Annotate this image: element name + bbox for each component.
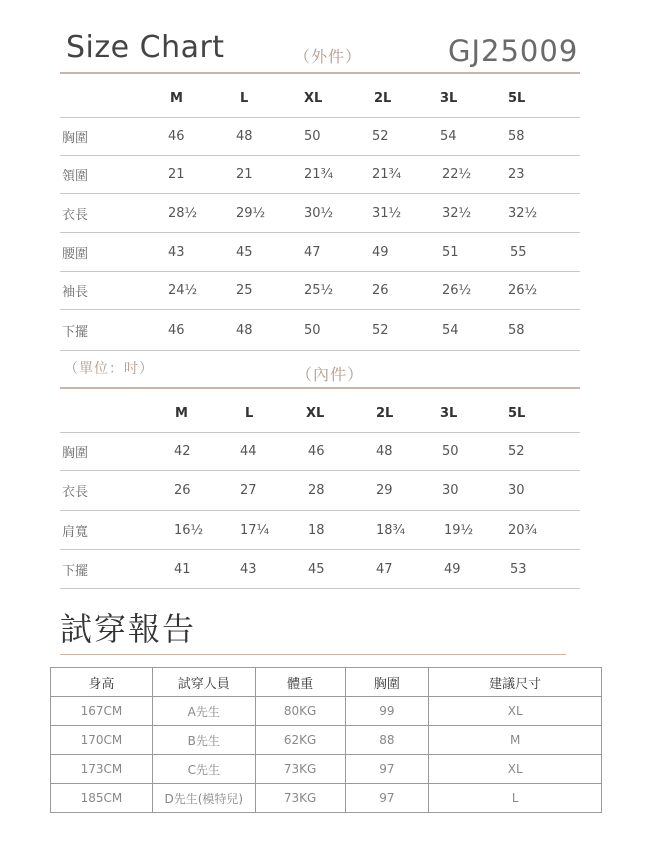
table-row	[51, 697, 602, 726]
table-cell: 30	[508, 483, 525, 498]
table-cell: D先生(模特兒)	[152, 784, 255, 813]
table-cell: 32½	[508, 205, 538, 221]
table-cell: 48	[236, 322, 253, 338]
row-label: 袖長	[62, 285, 89, 300]
table-cell: 43	[240, 561, 257, 577]
table-cell: 27	[240, 483, 257, 498]
table-cell: 30	[442, 483, 459, 498]
product-code: GJ25009	[448, 34, 579, 68]
unit-label: （單位：吋）	[64, 361, 154, 377]
fit-report-title: 試穿報告	[60, 610, 197, 648]
outer-garment-label: （外件）	[294, 47, 363, 66]
table-row	[51, 784, 602, 813]
column-header: 建議尺寸	[429, 668, 602, 697]
table-cell: XL	[429, 697, 602, 726]
table-cell: 26½	[508, 283, 538, 298]
table-cell: 46	[308, 444, 325, 459]
column-header: M	[170, 91, 183, 106]
inner-divider	[60, 387, 580, 389]
column-header: 3L	[440, 406, 458, 421]
column-header: XL	[306, 406, 325, 421]
table-cell: 23	[508, 167, 525, 182]
table-cell: 73KG	[255, 784, 345, 813]
column-header: 2L	[374, 91, 392, 106]
table-row	[60, 272, 580, 310]
table-cell: 21¾	[304, 167, 334, 182]
column-header: 胸圍	[345, 668, 429, 697]
table-cell: 46	[168, 322, 185, 338]
table-cell: 55	[510, 244, 527, 260]
table-row	[60, 194, 580, 233]
table-cell: 46	[168, 129, 185, 144]
table-row	[60, 550, 580, 589]
table-cell: 32½	[442, 205, 472, 221]
column-header: 2L	[376, 406, 394, 421]
table-cell: 50	[442, 444, 459, 459]
table-cell: 99	[345, 697, 429, 726]
table-cell: 41	[174, 561, 191, 577]
report-divider	[60, 654, 566, 655]
table-cell: 52	[508, 444, 525, 459]
page-title: Size Chart	[66, 30, 225, 65]
table-cell: 48	[376, 444, 393, 459]
table-row	[60, 433, 580, 471]
row-label: 腰圍	[62, 246, 89, 262]
table-cell: 19½	[444, 522, 474, 538]
table-cell: 50	[304, 322, 321, 338]
table-header-row	[60, 80, 580, 118]
table-cell: 170CM	[51, 726, 153, 755]
table-cell: 52	[372, 129, 389, 144]
column-header: 試穿人員	[152, 668, 255, 697]
table-cell: 31½	[372, 205, 402, 221]
table-row	[60, 511, 580, 550]
table-header-row	[51, 668, 602, 697]
table-cell: 26	[174, 483, 191, 498]
column-header: L	[245, 406, 254, 421]
outer-size-table	[60, 80, 580, 351]
table-cell: 43	[168, 244, 185, 260]
table-cell: 22½	[442, 167, 472, 182]
table-row	[51, 755, 602, 784]
table-cell: 21¾	[372, 167, 402, 182]
table-cell: 25	[236, 283, 253, 298]
table-header-row	[60, 395, 580, 433]
column-header: L	[240, 91, 249, 106]
header-divider	[60, 72, 580, 74]
table-cell: 173CM	[51, 755, 153, 784]
table-cell: M	[429, 726, 602, 755]
table-cell: 62KG	[255, 726, 345, 755]
table-cell: 80KG	[255, 697, 345, 726]
table-cell: L	[429, 784, 602, 813]
table-cell: 50	[304, 129, 321, 144]
table-cell: 48	[236, 129, 253, 144]
table-cell: 58	[508, 129, 525, 144]
column-header: 身高	[51, 668, 153, 697]
table-row	[60, 118, 580, 156]
column-header: 5L	[508, 406, 526, 421]
table-cell: 17¼	[240, 522, 270, 538]
table-cell: 26	[372, 283, 389, 298]
table-cell: 30½	[304, 205, 334, 221]
table-cell: 97	[345, 784, 429, 813]
column-header: 體重	[255, 668, 345, 697]
table-row	[60, 471, 580, 511]
table-cell: 28½	[168, 205, 198, 221]
table-cell: 88	[345, 726, 429, 755]
table-cell: 47	[376, 561, 393, 577]
table-cell: 185CM	[51, 784, 153, 813]
table-cell: 54	[440, 129, 457, 144]
table-cell: 45	[236, 244, 253, 260]
table-cell: 24½	[168, 283, 198, 298]
table-cell: 97	[345, 755, 429, 784]
row-label: 領圍	[62, 169, 89, 184]
row-label: 胸圍	[62, 446, 89, 461]
table-cell: 51	[442, 244, 459, 260]
table-row	[60, 156, 580, 194]
table-row	[60, 310, 580, 351]
row-label: 胸圍	[62, 131, 89, 146]
table-cell: 52	[372, 322, 389, 338]
table-cell: 53	[510, 561, 527, 577]
table-cell: 26½	[442, 283, 472, 298]
row-label: 肩寬	[62, 524, 89, 540]
row-label: 衣長	[62, 485, 89, 500]
table-cell: 21	[168, 167, 185, 182]
column-header: XL	[304, 91, 323, 106]
inner-size-table	[60, 395, 580, 589]
table-cell: 47	[304, 244, 321, 260]
table-cell: 20¾	[508, 522, 538, 538]
table-cell: 16½	[174, 522, 204, 538]
fit-report-table	[50, 667, 602, 813]
table-cell: XL	[429, 755, 602, 784]
table-cell: A先生	[152, 697, 255, 726]
table-cell: 42	[174, 444, 191, 459]
column-header: 3L	[440, 91, 458, 106]
table-cell: 45	[308, 561, 325, 577]
table-cell: 29	[376, 483, 393, 498]
table-cell: 54	[442, 322, 459, 338]
table-cell: 167CM	[51, 697, 153, 726]
inner-garment-label: （內件）	[296, 365, 365, 384]
table-cell: B先生	[152, 726, 255, 755]
row-label: 下擺	[62, 563, 89, 579]
table-cell: 21	[236, 167, 253, 182]
table-cell: 44	[240, 444, 257, 459]
table-cell: 28	[308, 483, 325, 498]
column-header: 5L	[508, 91, 526, 106]
table-cell: 25½	[304, 283, 334, 298]
table-cell: 18¾	[376, 522, 406, 538]
table-cell: 18	[308, 522, 325, 538]
column-header: M	[175, 406, 188, 421]
table-cell: 49	[372, 244, 389, 260]
row-label: 下擺	[62, 324, 89, 340]
table-cell: 58	[508, 322, 525, 338]
row-label: 衣長	[62, 207, 89, 223]
table-cell: C先生	[152, 755, 255, 784]
table-cell: 29½	[236, 205, 266, 221]
table-row	[60, 233, 580, 272]
table-row	[51, 726, 602, 755]
table-cell: 49	[444, 561, 461, 577]
table-cell: 73KG	[255, 755, 345, 784]
